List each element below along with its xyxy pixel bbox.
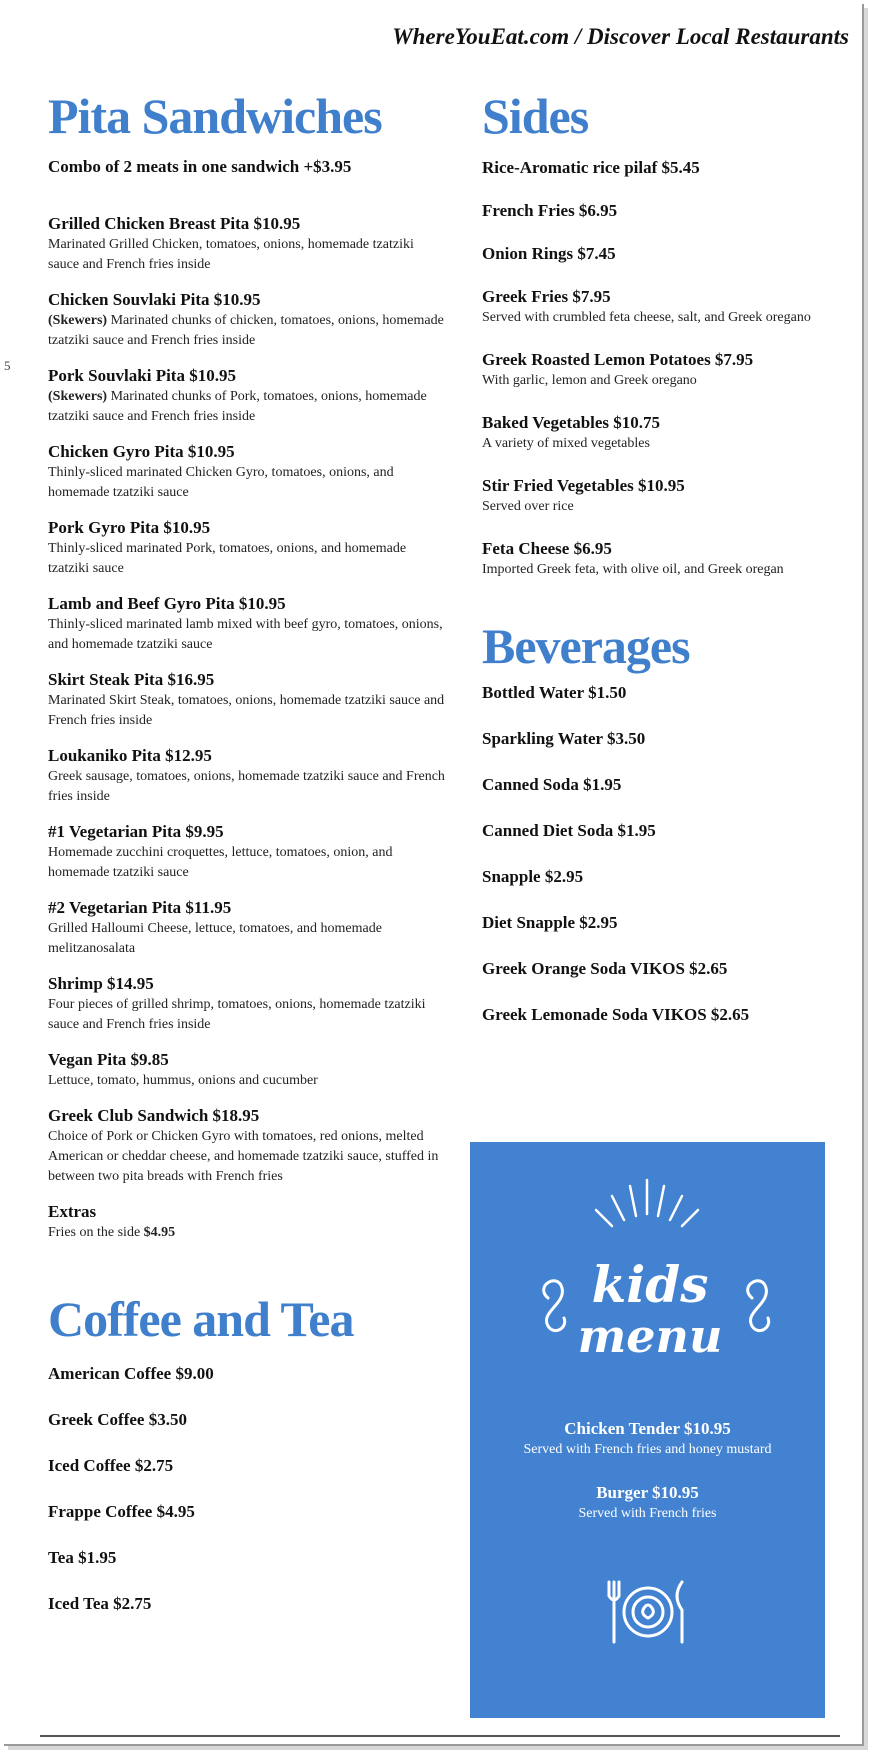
- right-column: [482, 90, 822, 1026]
- menu-item: [48, 973, 448, 1035]
- extras-desc-text: Fries on the side: [48, 1224, 144, 1240]
- left-column: [48, 90, 448, 1615]
- menu-item: [48, 1049, 448, 1091]
- item-desc: A variety of mixed vegetables: [482, 435, 650, 451]
- menu-item: Iced Tea $2.75: [48, 1594, 152, 1613]
- menu-item: [48, 669, 448, 731]
- menu-item: Diet Snapple $2.95: [482, 913, 618, 932]
- item-title: Chicken Souvlaki Pita $10.95: [48, 289, 261, 309]
- item-desc: Imported Greek feta, with olive oil, and Greek oregan: [482, 561, 784, 577]
- item-title: Chicken Gyro Pita $10.95: [48, 441, 235, 461]
- item-title: Rice-Aromatic rice pilaf $5.45: [482, 157, 700, 177]
- kids-item-desc: Served with French fries and honey mustard: [523, 1442, 772, 1457]
- item-desc-text: Marinated chunks of chicken, tomatoes, onions, homemade tzatziki sauce and French fries inside: [48, 312, 444, 348]
- kids-menu-logo: [470, 1172, 825, 1372]
- menu-item: Iced Coffee $2.75: [48, 1456, 174, 1475]
- item-desc-text: Thinly-sliced marinated Pork, tomatoes, onions, and homemade tzatziki sauce: [48, 540, 407, 576]
- menu-item: [482, 157, 822, 179]
- margin-mark: 5: [4, 358, 11, 373]
- item-desc-text: Marinated Grilled Chicken, tomatoes, onions, homemade tzatziki sauce and French fries inside: [48, 236, 414, 272]
- item-title: Skirt Steak Pita $16.95: [48, 669, 215, 689]
- item-title: Grilled Chicken Breast Pita $10.95: [48, 213, 301, 233]
- item-title: Baked Vegetables $10.75: [482, 412, 661, 432]
- kids-item: [470, 1418, 825, 1460]
- menu-item: American Coffee $9.00: [48, 1364, 214, 1383]
- menu-item: [482, 286, 822, 328]
- menu-item: [482, 475, 822, 517]
- item-title: Pork Gyro Pita $10.95: [48, 517, 211, 537]
- menu-item: Bottled Water $1.50: [482, 683, 627, 702]
- menu-item: [48, 821, 448, 883]
- kids-menu-panel: [470, 1142, 825, 1718]
- item-title: Vegan Pita $9.85: [48, 1049, 169, 1069]
- pita-list: [48, 213, 448, 1243]
- menu-item: [482, 349, 822, 391]
- item-desc: [48, 615, 448, 655]
- item-desc-text: Greek sausage, tomatoes, onions, homemade tzatziki sauce and French fries inside: [48, 768, 445, 804]
- item-desc-text: Thinly-sliced marinated lamb mixed with beef gyro, tomatoes, onions, and homemade tzatziki sauce: [48, 616, 443, 652]
- item-desc-text: Four pieces of grilled shrimp, tomatoes, onions, homemade tzatziki sauce and French fries inside: [48, 996, 426, 1032]
- menu-item: [48, 897, 448, 959]
- item-desc: With garlic, lemon and Greek oregano: [482, 372, 697, 388]
- item-desc-text: Homemade zucchini croquettes, lettuce, tomatoes, onion, and homemade tzatziki sauce: [48, 844, 393, 880]
- plate-fork-knife-icon: [600, 1576, 696, 1648]
- extras-price: $4.95: [143, 1224, 176, 1240]
- kids-logo-line1: kids: [591, 1255, 709, 1314]
- pita-combo-note: Combo of 2 meats in one sandwich +$3.95: [48, 156, 352, 176]
- coffee-list: [48, 1363, 448, 1615]
- item-desc: Served with crumbled feta cheese, salt, and Greek oregano: [482, 309, 811, 325]
- sides-title: Sides: [482, 88, 589, 144]
- item-desc: [48, 539, 448, 579]
- item-title: Shrimp $14.95: [48, 973, 154, 993]
- menu-item: Greek Coffee $3.50: [48, 1410, 187, 1429]
- item-desc-text: Thinly-sliced marinated Chicken Gyro, tomatoes, onions, and homemade tzatziki sauce: [48, 464, 394, 500]
- item-prefix: (Skewers): [48, 388, 108, 404]
- menu-item: [48, 365, 448, 427]
- item-title: Onion Rings $7.45: [482, 243, 616, 263]
- sides-list: [482, 157, 822, 580]
- menu-item: Greek Orange Soda VIKOS $2.65: [482, 959, 728, 978]
- item-desc: [48, 463, 448, 503]
- item-prefix: (Skewers): [48, 312, 108, 328]
- item-title: Stir Fried Vegetables $10.95: [482, 475, 685, 495]
- menu-item: Greek Lemonade Soda VIKOS $2.65: [482, 1005, 750, 1024]
- item-desc: [48, 387, 448, 427]
- item-title: Greek Roasted Lemon Potatoes $7.95: [482, 349, 754, 369]
- item-desc: [48, 691, 448, 731]
- item-desc: [48, 235, 448, 275]
- item-title: Loukaniko Pita $12.95: [48, 745, 212, 765]
- kids-item-title: Chicken Tender $10.95: [564, 1419, 731, 1438]
- item-desc-text: Marinated chunks of Pork, tomatoes, onions, homemade tzatziki sauce and French fries inside: [48, 388, 427, 424]
- menu-item: [482, 538, 822, 580]
- item-desc: [48, 767, 448, 807]
- menu-item: [482, 200, 822, 222]
- menu-item: [48, 441, 448, 503]
- beverages-list: [482, 682, 822, 1026]
- kids-item-desc: Served with French fries: [578, 1506, 717, 1521]
- bottom-rule: [40, 1735, 840, 1737]
- pita-title: Pita Sandwiches: [48, 88, 382, 144]
- item-desc-text: Choice of Pork or Chicken Gyro with tomatoes, red onions, melted American or cheddar cheese, and homemade tzatziki sauce, stuffed in between two pita breads with French fries: [48, 1128, 439, 1184]
- menu-item: Snapple $2.95: [482, 867, 584, 886]
- menu-item: Canned Diet Soda $1.95: [482, 821, 656, 840]
- item-title: Lamb and Beef Gyro Pita $10.95: [48, 593, 286, 613]
- kids-logo-line2: menu: [577, 1309, 723, 1363]
- kids-item-title: Burger $10.95: [596, 1483, 699, 1502]
- item-desc-text: Lettuce, tomato, hummus, onions and cucumber: [48, 1072, 318, 1088]
- item-title: #2 Vegetarian Pita $11.95: [48, 897, 232, 917]
- item-title: Greek Fries $7.95: [482, 286, 611, 306]
- item-desc: [48, 1127, 448, 1187]
- site-header: WhereYouEat.com / Discover Local Restaurants: [392, 24, 849, 49]
- item-desc: [48, 311, 448, 351]
- extras-item: [48, 1201, 448, 1243]
- menu-item: Sparkling Water $3.50: [482, 729, 646, 748]
- menu-item: [48, 593, 448, 655]
- item-desc: [48, 843, 448, 883]
- item-title: #1 Vegetarian Pita $9.95: [48, 821, 224, 841]
- menu-item: Frappe Coffee $4.95: [48, 1502, 195, 1521]
- item-desc: [48, 919, 448, 959]
- kids-item: [470, 1482, 825, 1524]
- item-desc-text: Grilled Halloumi Cheese, lettuce, tomatoes, and homemade melitzanosalata: [48, 920, 382, 956]
- menu-item: Tea $1.95: [48, 1548, 117, 1567]
- menu-item: Canned Soda $1.95: [482, 775, 622, 794]
- item-desc-text: Marinated Skirt Steak, tomatoes, onions, homemade tzatziki sauce and French fries inside: [48, 692, 445, 728]
- sparkle-icon: [596, 1180, 698, 1226]
- coffee-title: Coffee and Tea: [48, 1290, 354, 1347]
- item-desc: Served over rice: [482, 498, 574, 514]
- item-desc: [48, 1071, 448, 1091]
- menu-item: [482, 412, 822, 454]
- menu-item: [48, 213, 448, 275]
- extras-desc: [48, 1223, 448, 1243]
- item-title: Greek Club Sandwich $18.95: [48, 1105, 260, 1125]
- item-desc: [48, 995, 448, 1035]
- extras-title: Extras: [48, 1201, 97, 1221]
- menu-item: [48, 1105, 448, 1187]
- menu-item: [48, 745, 448, 807]
- item-title: Pork Souvlaki Pita $10.95: [48, 365, 236, 385]
- item-title: French Fries $6.95: [482, 200, 618, 220]
- menu-item: [48, 517, 448, 579]
- item-title: Feta Cheese $6.95: [482, 538, 612, 558]
- menu-item: [482, 243, 822, 265]
- menu-item: [48, 289, 448, 351]
- beverages-title: Beverages: [482, 617, 690, 674]
